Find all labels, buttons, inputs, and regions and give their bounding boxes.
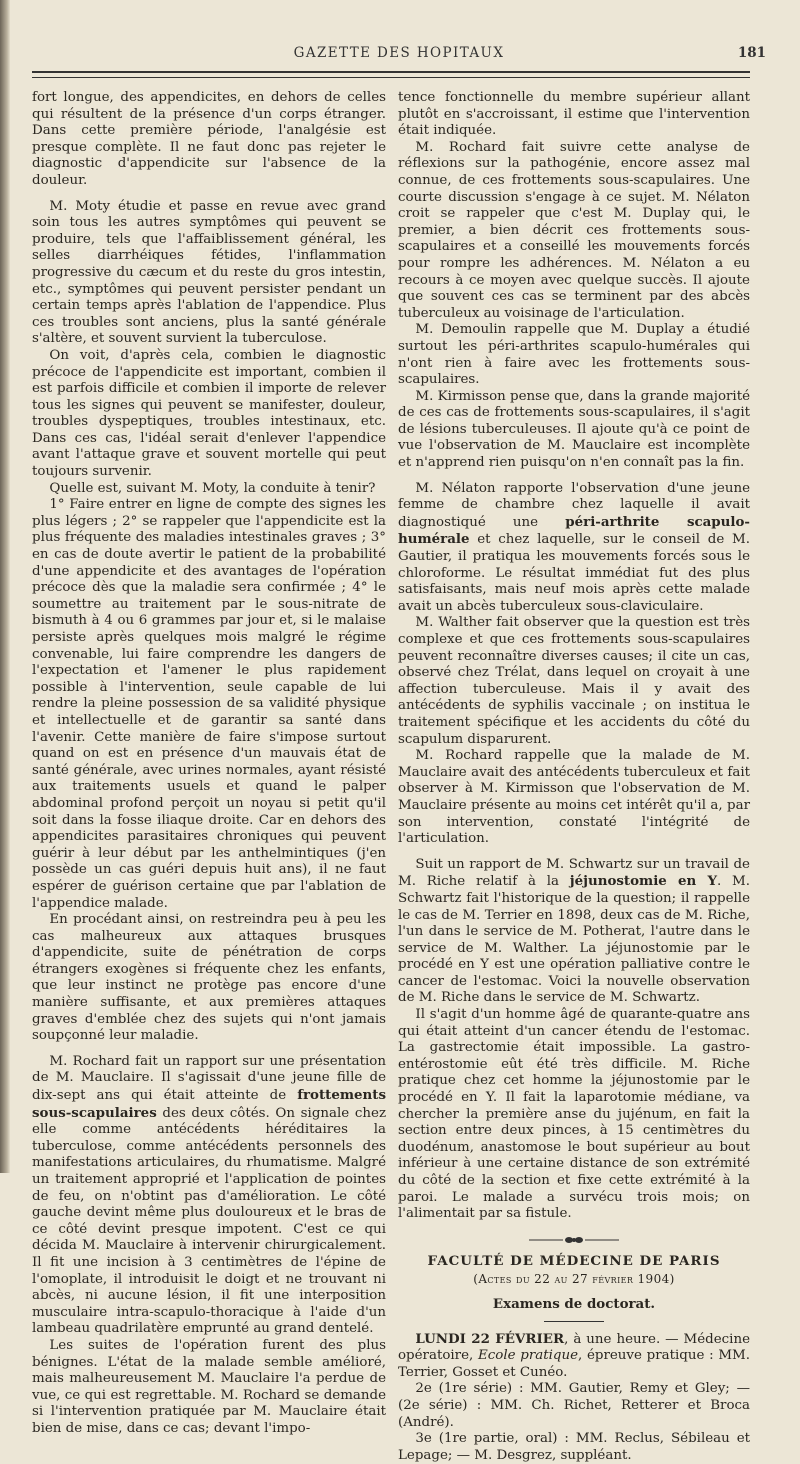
ornament-divider-icon [529,1235,619,1245]
paragraph [398,1331,750,1382]
header-rule-thick [32,71,750,73]
bold-term: jéjunostomie en Y [569,873,717,890]
text-run: des deux côtés. On signale chez elle comme antécédents héréditaires la tuberculose, comme antécédents personnels des manifestations articulaires, du rhumatisme. Malgré un traitement approprié et l'application de pointes de feu, on n'obtint pas d'amélioration. Le côté gauche devint même plus douloureux et le bras de ce côté devint presque impotent. C'est ce qui décida M. Mauclaire à intervenir chirurgicalement. Il fit une incision à 3 centimètres de l'épine de l'omoplate, il introduisit le doigt et ne trouvant ni abcès, ni aucune lésion, il fit une interposition musculaire intra-scapulo-thoracique à l'aide d'un lambeau quadrilatère emprunté au grand dentelé. [32,1105,386,1337]
paragraph: M. Rochard fait suivre cette analyse de réflexions sur la pathogénie, encore assez mal connue, de ces frottements sous-scapulaires. Une courte discussion s'engage à ce sujet. M. Nélaton croit se rappeler que c'est M. Duplay qui, le premier, a bien décrit ces frottements sous-scapulaires et a conseillé les mouvements forcés pour rompre les adhérences. M. Nélaton a eu recours à ce moyen avec quelque succès. Il ajoute que souvent ces cas se terminent par des abcès tuberculeux au voisinage de l'articulation. [398,139,750,321]
faculty-subheading: (Actes du 22 au 27 février 1904) [473,1272,675,1287]
paragraph: On voit, d'après cela, combien le diagnostic précoce de l'appendicite est important, combien il est parfois difficile et combien il importe de relever tous les signes qui peuvent se manifester, douleur, troubles dyspeptiques, troubles intestinaux, etc. Dans ces cas, l'idéal serait d'enlever l'appendice avant l'attaque grave et souvent mortelle qui peut toujours survenir. [32,347,386,480]
journal-title: GAZETTE DES HOPITAUX [293,45,505,61]
exam-heading: Examens de doctorat. [492,1295,656,1312]
text-run: , épreuve pratique : MM. Terrier, Gosset et Cunéo. [398,1348,751,1380]
paragraph [32,1054,386,1338]
faculty-heading: FACULTÉ DE MÉDECINE DE PARIS [427,1252,721,1269]
paragraph [398,481,750,616]
page-number: 181 [737,45,766,61]
paragraph: En procédant ainsi, on restreindra peu à peu les cas malheureux aux attaques brusques d'appendicite, suite de pénétration de corps étrangers exogènes si fréquente chez les enfants, que leur instinct ne protège pas encore d'une manière suffisante, et aux premières attaques graves d'emblée chez des sujets qui n'ont jamais soupçonné leur maladie. [32,912,386,1044]
paragraph [398,857,750,1007]
text-run: M. Rochard fait un rapport sur une présentation de M. Mauclaire. Il s'agissait d'une jeune fille de dix-sept ans qui était atteinte de [32,1053,386,1104]
binding-edge [0,0,10,1173]
text-run: et chez laquelle, sur le conseil de M. Gautier, il pratiqua les mouvements forcés sous le chloroforme. Le résultat immédiat fut des plus satisfaisants, mais neuf mois après cette malade avait un abcès tuberculeux sous-claviculaire. [398,532,750,614]
text-run: Suit un rapport de M. Schwartz sur un travail de M. Riche relatif à la [398,856,750,890]
italic-term: Ecole pratique [477,1348,578,1364]
text-run: , à une heure. — Médecine opératoire, [398,1331,750,1364]
paragraph: tence fonctionnelle du membre supérieur allant plutôt en s'accroissant, il estime que l'intervention était indiquée. [398,90,750,139]
paragraph: M. Kirmisson pense que, dans la grande majorité de ces cas de frottements sous-scapulaires, il s'agit de lésions tuberculeuses. Il ajoute qu'à ce point de vue l'observation de M. Mauclaire est incomplète et n'apprend rien puisqu'on n'en connaît pas la fin. [398,388,750,471]
heading-rule [544,1321,604,1322]
running-head [32,45,766,67]
paragraph: Les suites de l'opération furent des plus bénignes. L'état de la malade semble amélioré, mais malheureusement M. Mauclaire l'a perdue de vue, ce qui est regrettable. M. Rochard se demande si l'intervention pratiquée par M. Mauclaire était bien de mise, dans ce cas; devant l'impo- [32,1337,386,1436]
paragraph: M. Walther fait observer que la question est très complexe et que ces frottements sous-scapulaires peuvent reconnaître diverses causes; il cite un cas, observé chez Trélat, dans lequel on croyait à une affection tuberculeuse. Mais il y avait des antécédents de syphilis vaccinale ; on institua le traitement spécifique et les accidents du côté du scapulum disparurent. [398,615,750,747]
bold-date: LUNDI 22 FÉVRIER [415,1330,565,1347]
paragraph: M. Moty étudie et passe en revue avec grand soin tous les autres symptômes qui peuvent se produire, tels que l'affaiblissement général, les selles diarrhéiques fétides, l'inflammation progressive du cæcum et du reste du gros intestin, etc., symptômes qui peuvent persister pendant un certain temps après l'ablation de l'appendice. Plus ces troubles sont anciens, plus la santé générale s'altère, et souvent survient la tuberculose. [32,198,386,347]
right-column [398,90,750,1464]
paragraph: 1° Faire entrer en ligne de compte des signes les plus légers ; 2° se rappeler que l'appendicite est la plus fréquente des maladies intestinales graves ; 3° en cas de doute avertir le patient de la probabilité d'une appendicite et des avantages de l'opération précoce dès que la maladie sera confirmée ; 4° le soumettre au traitement par le sous-nitrate de bismuth à 4 ou 6 grammes par jour et, si le malaise persiste après quelques mois malgré le régime convenable, lui faire comprendre les dangers de l'expectation et l'amener le plus rapidement possible à l'intervention, seule capable de lui rendre la pleine possession de sa validité physique et intellectuelle et de garantir sa santé dans l'avenir. Cette manière de faire s'impose surtout quand on est en présence d'un mauvais état de santé générale, avec urines normales, ayant résisté aux traitements usuels et quand le palper abdominal profond perçoit un noyau si petit qu'il soit dans la fosse iliaque droite. Car en dehors des appendicites parasitaires chroniques qui peuvent guérir à leur début par les anthelmintiques (j'en possède un cas guéri depuis huit ans), il ne faut espérer de guérison certaine que par l'ablation de l'appendice malade. [32,497,386,911]
text-run: . M. Schwartz fait l'historique de la question; il rappelle le cas de M. Terrier en 1898, deux cas de M. Riche, l'un dans le service de M. Potherat, l'autre dans le service de M. Walther. La jéjunostomie par le procédé en Y est une opération palliative contre le cancer de l'estomac. Voici la nouvelle observation de M. Riche dans le service de M. Schwartz. [398,874,751,1006]
bold-term: péri-arthrite scapulo-humérale [398,513,750,548]
paragraph: M. Rochard rappelle que la malade de M. Mauclaire avait des antécédents tuberculeux et fait observer à M. Kirmisson que l'observation de M. Mauclaire présente au moins cet intérêt qu'il a, par son intervention, constaté l'intégrité de l'articulation. [398,748,750,847]
bold-term: frottements sous-scapulaires [32,1087,386,1121]
paragraph: fort longue, des appendicites, en dehors de celles qui résultent de la présence d'un corps étranger. Dans cette première période, l'analgésie est presque complète. Il ne faut donc pas rejeter le diagnostic d'appendicite sur l'absence de la douleur. [32,90,386,188]
header-rule-thin [32,77,750,78]
left-column [32,90,386,1438]
paragraph: Il s'agit d'un homme âgé de quarante-quatre ans qui était atteint d'un cancer étendu de l'estomac. La gastrectomie était impossible. La gastro-entérostomie eût été très difficile. M. Riche pratique chez cet homme la jéjunostomie par le procédé en Y. Il fait la laparotomie médiane, va chercher la première anse du jujénum, en fait la section entre deux pinces, à 15 centimètres du duodénum, anastomose le bout supérieur au bout inférieur à une certaine distance de son extrémité du côté de la section et fixe cette extrémité à la paroi. Le malade a survécu trois mois; on l'alimentait par sa fistule. [398,1007,750,1222]
paragraph: M. Demoulin rappelle que M. Duplay a étudié surtout les péri-arthrites scapulo-humérales qui n'ont rien à faire avec les frottements sous-scapulaires. [398,322,750,388]
paragraph: 2e (1re série) : MM. Gautier, Remy et Gley; — (2e série) : MM. Ch. Richet, Retterer et Broca (André). [398,1381,750,1430]
section-ornament [398,1235,750,1245]
text-run: M. Nélaton rapporte l'observation d'une jeune femme de chambre chez laquelle il avait diagnostiqué une [398,480,750,530]
paragraph: Quelle est, suivant M. Moty, la conduite à tenir? [49,480,376,496]
paragraph: 3e (1re partie, oral) : MM. Reclus, Sébileau et Lepage; — M. Desgrez, suppléant. [398,1431,750,1463]
